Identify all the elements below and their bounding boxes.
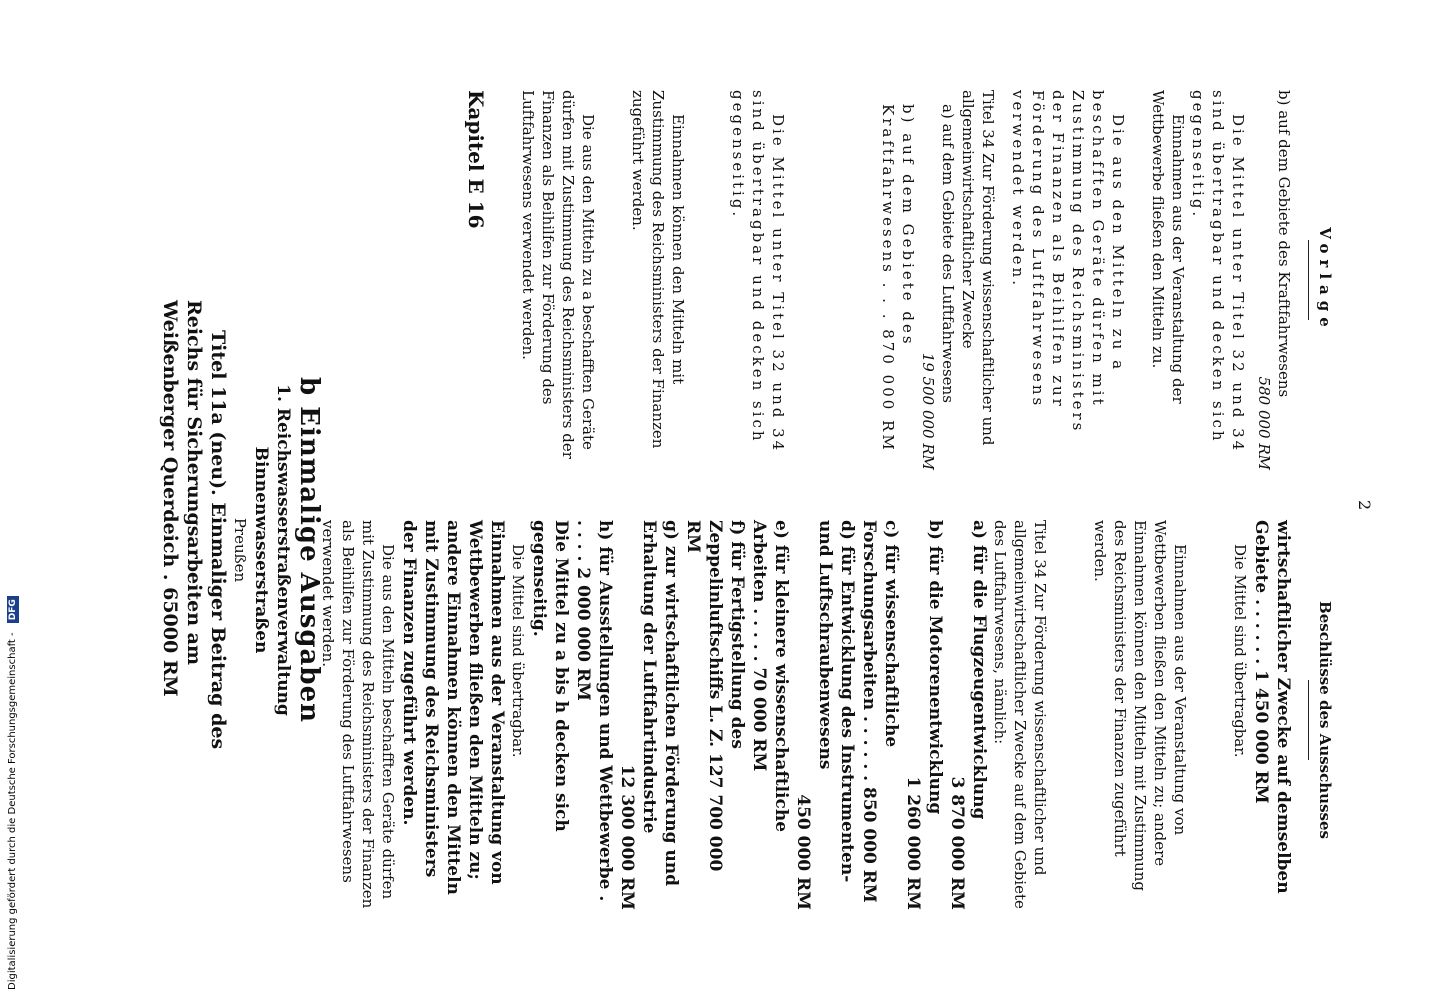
left-note-3: Die aus den Mitteln zu a beschafften Geräte dürfen mit Zustimmung des Reichsministers der Finanzen als Beihilfen zur Förderung des Luftfahrwesens verwendet werden. [1009, 90, 1127, 434]
preussen-heading: Preußen [231, 517, 249, 583]
right-item-5: Einnahmen aus der Veranstaltung von Wettbewerben fließen den Mitteln zu; andere Einnahmen können den Mitteln mit Zustimmung des Reichsministers der Finanzen zugeführt werden. [399, 520, 507, 895]
right-item-2: Die Mittel sind übertragbar. [1231, 544, 1249, 758]
binnenwasserstrassen-heading: Binnenwasserstraßen [251, 446, 271, 654]
left-titel-34-a: a) auf dem Gebiete des Luftfahrwesens [939, 104, 957, 403]
right-item-d-amount: 450 000 RM [793, 794, 813, 910]
right-item-g-amount: 12 300 000 RM [617, 764, 637, 910]
right-column-header: Beschlüsse des Ausschusses [1316, 601, 1334, 839]
left-titel-34: Titel 34 Zur Förderung wissenschaftlicher und allgemeinwirtschaftlicher Zwecke [959, 90, 997, 446]
right-item-e: e) für kleinere wissenschaftliche Arbeiten . . . . . 70 000 RM [749, 520, 791, 833]
right-item-c: c) für wissenschaftliche Forschungsarbeiten . . . . . . 850 000 RM [859, 520, 901, 903]
right-column [318, 520, 1294, 910]
right-item-d: d) für Entwicklung des Instrumenten- und Luftschraubenwesens [815, 520, 857, 883]
right-item-b-amount: 1 260 000 RM [903, 776, 923, 910]
right-item-g: g) zur wirtschaftlichen Förderung und Erhaltung der Luftfahrtindustrie [639, 520, 681, 887]
right-item-b: b) für die Motorenentwicklung [925, 520, 945, 815]
titel-11a: Titel 11a (neu). Einmaliger Beitrag des Reichs für Sicherungsarbeiten am Weißenberger Querdeich . 65000 RM [159, 300, 229, 750]
left-note-5: Einnahmen können den Mitteln mit Zustimmung des Reichsministers der Finanzen zugeführt werden. [629, 90, 687, 449]
left-titel-34-b: b) auf dem Gebiete des Kraftfahrwesens . . . 870 000 RM [879, 104, 917, 453]
right-item-a-amount: 3 870 000 RM [947, 776, 967, 910]
left-titel-34-a-amount: 19 500 000 RM [919, 352, 937, 470]
right-item-h-note: Die Mittel zu a bis h decken sich gegenseitig. [529, 520, 571, 832]
reichswasserstrassen-heading: 1. Reichswasserstraßenverwaltung [273, 384, 293, 716]
page-number: 2 [1355, 500, 1374, 511]
einmalige-ausgaben-heading: b Einmalige Ausgaben [294, 376, 324, 724]
right-header-rule [1308, 680, 1309, 760]
kapitel-heading: Kapitel E 16 [464, 90, 488, 229]
center-section [158, 300, 324, 800]
left-header-rule [1308, 240, 1309, 320]
footer [0, 10, 18, 1000]
left-note-2: Einnahmen aus der Veranstaltung der Wettbewerbe fließen den Mitteln zu. [1149, 90, 1187, 404]
footer-text: Digitalisierung gefördert durch die Deutsche Forschungsgemeinschaft - [7, 632, 18, 990]
right-item-4: Die Mittel sind übertragbar. [509, 544, 527, 758]
left-column [444, 90, 1294, 470]
right-item-h: h) für Ausstellungen und Wettbewerbe . . . . . 2 000 000 RM [573, 520, 615, 902]
right-item-a: a) für die Flugzeugentwicklung [969, 520, 989, 820]
left-item-b-amount: 580 000 RM [1255, 376, 1273, 470]
right-titel-34: Titel 34 Zur Förderung wissenschaftlicher und allgemeinwirtschaftlicher Zwecke auf dem Gebiete des Luftfahrwesens, nämlich: [991, 520, 1049, 909]
left-note-6: Die aus den Mitteln zu a beschafften Geräte dürfen mit Zustimmung des Reichsministers der Finanzen als Beihilfen zur Förderung des Luftfahrwesens verwendet werden. [519, 90, 597, 459]
left-note-1: Die Mittel unter Titel 32 und 34 sind übertragbar und decken sich gegenseitig. [1189, 90, 1247, 454]
left-item-b: b) auf dem Gebiete des Kraftfahrwesens [1275, 90, 1293, 398]
right-item-3: Einnahmen aus der Veranstaltung von Wettbewerben fließen den Mitteln zu; andere Einnahmen können den Mitteln mit Zustimmung des Reichsministers der Finanzen zugeführt werden. [1091, 520, 1189, 891]
dfg-logo: DFG [7, 596, 19, 623]
right-item-f: f) für Fertigstellung des Zeppelinluftschiffs L. Z. 127 700 000 RM [683, 520, 747, 872]
right-item-1: wirtschaftlicher Zwecke auf demselben Gebiete . . . . . . 1 450 000 RM [1251, 520, 1293, 894]
left-column-header: Vorlage [1316, 227, 1334, 333]
left-note-4: Die Mittel unter Titel 32 und 34 sind übertragbar und decken sich gegenseitig. [729, 90, 787, 454]
right-item-6: Die aus den Mitteln beschafften Geräte dürfen mit Zustimmung des Reichsministers der Finanzen als Beihilfen zur Förderung des Luftfahrwesens verwendet werden. [319, 520, 397, 909]
